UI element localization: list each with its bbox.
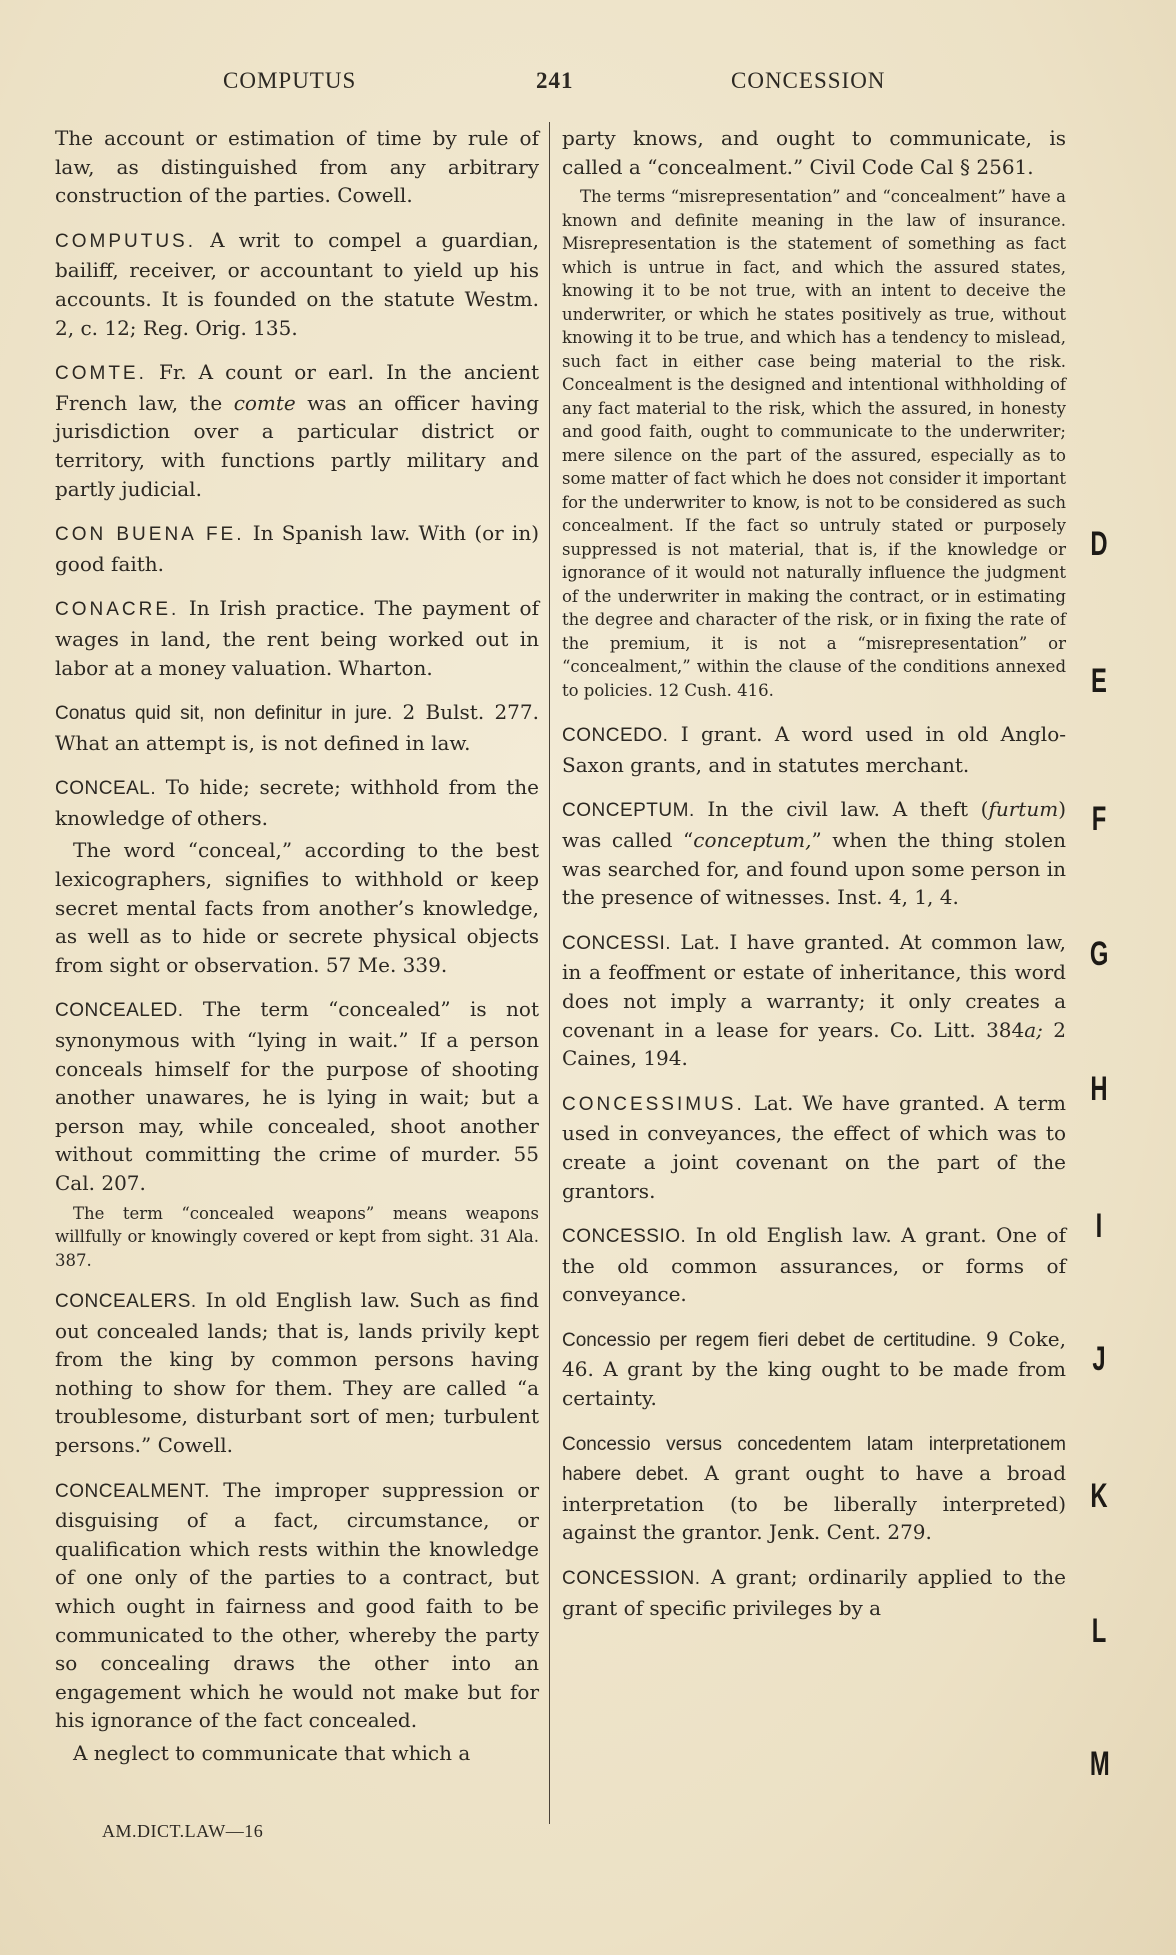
- entry-concedo: [562, 720, 1066, 779]
- entry-concessi: [562, 928, 1066, 1073]
- definition: A writ to compel a guardian, bailiff, receiver, or accountant to yield up his accounts. It is founded on the statute Westm. 2, c. 12; Reg. Orig. 135.: [55, 227, 539, 340]
- entry-concealers: [55, 1286, 539, 1460]
- signature-mark: AM.DICT.LAW—16: [102, 1821, 264, 1841]
- definition: I grant. A word used in old Anglo-Saxon grants, and in statutes merchant.: [562, 722, 1066, 777]
- definition: ) was called “: [562, 797, 1066, 852]
- maxim: Conatus quid sit, non definitur in jure.: [55, 703, 393, 725]
- continued-text: The account or estimation of time by rule of law, as distinguished from any arbitrary construction of the parties. Cowell.: [55, 126, 539, 208]
- entry-concession: [562, 1563, 1066, 1622]
- italic-term: comte: [233, 390, 296, 415]
- headword: CONCESSIO.: [562, 1226, 687, 1248]
- maxim: Concessio per regem fieri debet de certitudine.: [562, 1329, 977, 1351]
- column-divider: [549, 122, 550, 1824]
- maxim: Concessio versus concedentem latam interpretationem habere debet.: [562, 1433, 1066, 1486]
- headword: COMTE.: [55, 363, 147, 385]
- entry-concealment: [55, 1476, 539, 1735]
- definition: A grant ought to have a broad interpretation (to be liberally interpreted) against the grantor. Jenk. Cent. 279.: [562, 1461, 1066, 1545]
- entry-conatus: [55, 698, 539, 757]
- definition: In old English law. A grant. One of the old common assurances, or forms of conveyance.: [562, 1223, 1066, 1307]
- entry-concessio-per-regem: [562, 1325, 1066, 1413]
- definition: In Spanish law. With (or in) good faith.: [55, 521, 540, 576]
- entry-conceptum: [562, 795, 1066, 911]
- headword: CONCEPTUM.: [562, 800, 695, 822]
- definition: Lat. We have granted. A term used in conveyances, the effect of which was to create a joint covenant on the part of the grantors.: [562, 1090, 1066, 1203]
- entry-concessio: [562, 1221, 1066, 1309]
- thumb-index-letter-h[interactable]: H: [1090, 1070, 1108, 1108]
- thumb-index-letter-e[interactable]: E: [1091, 662, 1107, 700]
- definition: In Irish practice. The payment of wages in land, the rent being worked out in labor at a money valuation. Wharton.: [55, 596, 539, 680]
- italic-term: conceptum,: [693, 827, 812, 852]
- entry-comte: [55, 358, 539, 503]
- headword: CONCEALED.: [55, 1000, 184, 1022]
- entry-conacre: [55, 594, 539, 682]
- entry-concessimus: [562, 1089, 1066, 1205]
- entry-concessio-versus: [562, 1429, 1066, 1547]
- headword: CONCEDO.: [562, 725, 669, 747]
- page-number: 241: [536, 68, 574, 93]
- concealed-note: The term “concealed weapons” means weapons willfully or knowingly covered or kept from sight. 31 Ala. 387.: [55, 1203, 539, 1270]
- thumb-index-letter-i[interactable]: I: [1095, 1207, 1103, 1245]
- headword: COMPUTUS.: [55, 230, 196, 252]
- definition: The improper suppression or disguising of a fact, circumstance, or qualification which rests within the knowledge of one only of the parties to a contract, but which ought in fairness and good faith to be communicated to the other, whereby the party so concealing draws the other into an engagement which he would not make but for his ignorance of the fact concealed.: [55, 1477, 539, 1733]
- headword: CONCESSION.: [562, 1568, 701, 1590]
- headword: CON BUENA FE.: [55, 524, 245, 546]
- left-guide-word: COMPUTUS: [223, 68, 357, 93]
- entry-concealed: [55, 995, 539, 1197]
- thumb-index-letter-j[interactable]: J: [1092, 1340, 1106, 1378]
- definition: In old English law. Such as find out concealed lands; that is, lands privily kept from the king by common persons having nothing to show for them. They are called “a troublesome, disturbant sort of men; turbulent persons.” Cowell.: [55, 1288, 539, 1458]
- definition: Fr. A count or earl. In the ancient French law, the: [55, 360, 539, 415]
- italic-term: a;: [1024, 1017, 1043, 1042]
- headword: CONCEALMENT.: [55, 1480, 210, 1502]
- conceal-paragraph: The word “conceal,” according to the best lexicographers, signifies to withhold or keep secret mental facts from another’s knowledge, as well as to hide or secrete physical objects from sight or observation. 57 Me. 339.: [55, 838, 539, 977]
- thumb-index-letter-d[interactable]: D: [1090, 525, 1108, 563]
- entry-conceal: [55, 773, 539, 832]
- thumb-index-letter-m[interactable]: M: [1089, 1745, 1110, 1783]
- definition: Lat. I have granted. At common law, in a feoffment or estate of inheritance, this word does not imply a warranty; it only creates a covenant in a lease for years. Co. Litt. 384: [562, 929, 1066, 1042]
- left-column: [55, 124, 539, 1774]
- headword: CONCEALERS.: [55, 1291, 197, 1313]
- concealment-note: The terms “misrepresentation” and “concealment” have a known and definite meaning in the law of insurance. Misrepresentation is the statement of something as fact which is untrue in fact, and which the assured states, knowing it to be not true, with an intent to deceive the underwriter, or which he states positively as true, without knowing it to be true, and which has a tendency to mislead, such fact in either case being material to the risk. Concealment is the designed and intentional withholding of any fact material to the risk, which the assured, in honesty and good faith, ought to communicate to the underwriter; mere silence on the part of the assured, especially as to some matter of fact which he does not consider it important for the underwriter to know, is not to be considered as such concealment. If the fact so untruly stated or purposely suppressed is not material, that is, if the knowledge or ignorance of it would not naturally influence the judgment of the underwriter in making the contract, or in estimating the degree and character of the risk, or in fixing the rate of the premium, it is not a “misrepresentation” or “concealment,” within the clause of the conditions annexed to policies. 12 Cush. 416.: [562, 187, 1066, 700]
- headword: CONACRE.: [55, 599, 180, 621]
- concealment-paragraph: A neglect to communicate that which a: [73, 1741, 471, 1765]
- headword: CONCESSIMUS.: [562, 1093, 745, 1115]
- running-header: [0, 68, 1176, 108]
- headword: CONCEAL.: [55, 778, 157, 800]
- definition: 2 Bulst. 277. What an attempt is, is not defined in law.: [55, 700, 539, 755]
- thumb-index-letter-k[interactable]: K: [1090, 1477, 1108, 1515]
- continued-text: party knows, and ought to communicate, is called a “concealment.” Civil Code Cal § 2561.: [562, 126, 1066, 179]
- entry-con-buena-fe: [55, 519, 539, 578]
- right-guide-word: CONCESSION: [731, 68, 886, 93]
- definition: In the civil law. A theft (: [694, 797, 989, 822]
- right-column: [562, 124, 1066, 1638]
- thumb-index-letter-f[interactable]: F: [1091, 800, 1107, 838]
- definition: The term “concealed” is not synonymous with “lying in wait.” If a person conceals himself for the purpose of shooting another unawares, he is lying in wait; but a person may, while concealed, shoot another without committing the crime of murder. 55 Cal. 207.: [55, 997, 539, 1195]
- italic-term: furtum: [988, 797, 1059, 822]
- definition: A grant; ordinarily applied to the grant of specific privileges by a: [562, 1565, 1066, 1620]
- definition: ” when the thing stolen was searched for, and found upon some person in the presence of witnesses. Inst. 4, 1, 4.: [562, 827, 1066, 910]
- definition: 2 Caines, 194.: [562, 1017, 1066, 1071]
- thumb-index-letter-l[interactable]: L: [1091, 1612, 1107, 1650]
- thumb-index-letter-g[interactable]: G: [1089, 935, 1109, 973]
- definition: To hide; secrete; withhold from the knowledge of others.: [55, 775, 539, 830]
- definition: was an officer having jurisdiction over a particular district or territory, with functions partly military and partly judicial.: [55, 390, 539, 501]
- entry-computus: [55, 226, 539, 342]
- definition: 9 Coke, 46. A grant by the king ought to be made from certainty.: [562, 1326, 1066, 1411]
- headword: CONCESSI.: [562, 932, 672, 954]
